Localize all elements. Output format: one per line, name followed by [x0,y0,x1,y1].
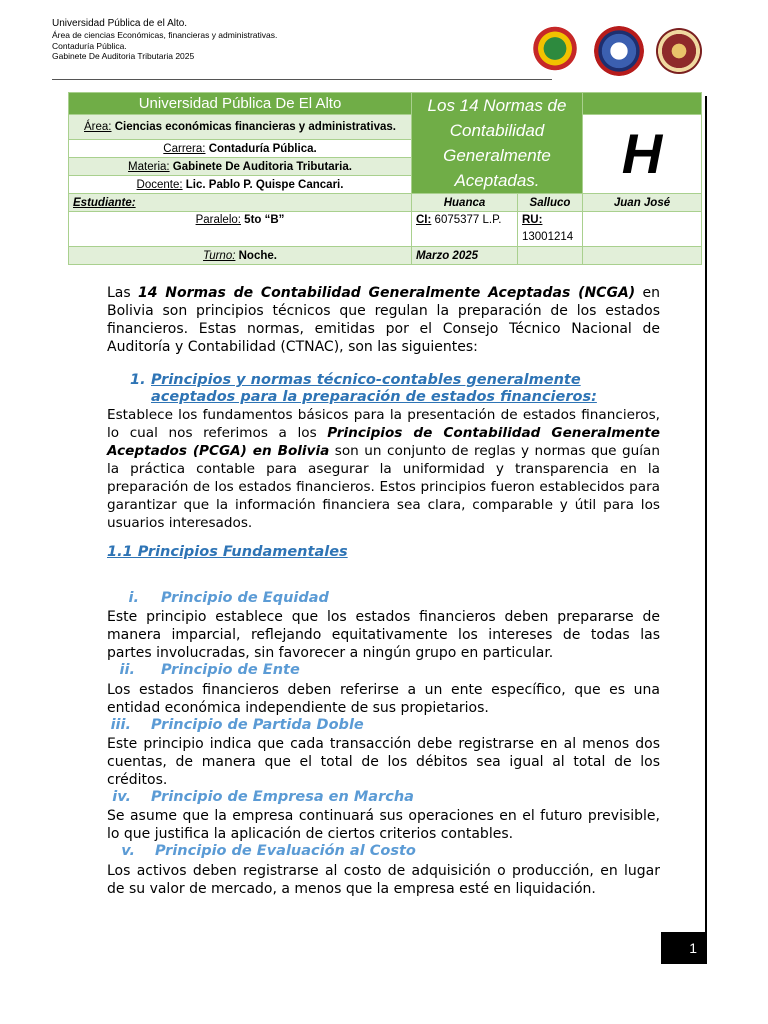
header-corner-cell [583,93,702,115]
university-cell: Universidad Pública De El Alto [69,93,412,115]
student-info-table [68,92,702,265]
header-line-area: Área de ciencias Económicas, financieras y administrativas. [52,30,278,40]
principle-1-text: Este principio establece que los estados financieros deben prepararse de manera imparcial, reflejando equitativamente los intereses de todas las partes involucradas, sin favorecer a ningún grupo en particular. [107,609,660,661]
ci-cell: CI: 6075377 L.P. [412,212,518,247]
principle-5-title: v. Principio de Evaluación al Costo [121,843,416,859]
bolivia-coat-of-arms-logo [530,26,580,76]
career-cell: Carrera: Contaduría Pública. [69,140,412,158]
date-cell: Marzo 2025 [412,247,518,265]
shift-cell: Turno: Noche. [69,247,412,265]
principle-4-text: Se asume que la empresa continuará sus operaciones en el futuro previsible, lo que justifica la aplicación de ciertos criterios contables. [107,808,660,842]
section-1-heading: 1. Principios y normas técnico-contables generalmente aceptados para la preparación de estados financieros: [130,372,597,405]
principle-1-title: i. Principio de Equidad [128,590,329,606]
teacher-cell: Docente: Lic. Pablo P. Quispe Cancari. [69,176,412,194]
subsection-heading: 1.1 Principios Fundamentales [107,544,348,560]
parallel-cell: Paralelo: 5to “B” [69,212,412,247]
principle-3-text: Este principio indica que cada transacción debe registrarse en al menos dos cuentas, de manera que el total de los débitos sea igual al total de los créditos. [107,736,660,788]
header-line-career: Contaduría Pública. [52,40,127,51]
principle-4-title: iv. Principio de Empresa en Marcha [112,789,414,805]
header-line-subject: Gabinete De Auditoria Tributaria 2025 [52,51,195,61]
header-line-university: Universidad Pública de el Alto. [52,18,188,29]
empty-cell-3 [583,247,702,265]
student-name-1: Huanca [412,194,518,212]
principle-2-title: ii. Principio de Ente [119,662,300,678]
student-label-cell: Estudiante: [69,194,412,212]
area-cell: Área: Ciencias económicas financieras y administrativas. [69,115,412,140]
empty-cell-2 [518,247,583,265]
principle-2-text: Los estados financieros deben referirse a un ente específico, que es una entidad económica independiente de sus propietarios. [107,682,660,716]
page-border-line [705,96,707,964]
ru-cell: RU: 13001214 [518,212,583,247]
empty-cell [583,212,702,247]
student-name-2: Salluco [518,194,583,212]
student-name-3: Juan José [583,194,702,212]
intro-paragraph: Las 14 Normas de Contabilidad Generalmente Aceptadas (NCGA) en Bolivia son principios técnicos que regulan la preparación de los estados financieros. Estas normas, emitidas por el Consejo Técnico Nacional de Auditoría y Contabilidad (CTNAC), son las siguientes: [107,285,661,355]
principle-5-text: Los activos deben registrarse al costo de adquisición o producción, en lugar de su valor de mercado, a menos que la empresa esté en liquidación. [107,863,660,897]
document-title: Los 14 Normas de Contabilidad Generalmente Aceptadas. [412,93,583,194]
page-number: 1 [661,932,707,964]
university-seal-logo [656,28,702,74]
section-1-paragraph: Establece los fundamentos básicos para la presentación de estados financieros, lo cual nos referimos a los Principios de Contabilidad Generalmente Aceptados (PCGA) en Bolivia son un conjunto de reglas y normas que guían la práctica contable para asegurar la uniformidad y transparencia en la preparación de los estados financieros. Estos principios fueron establecidos para garantizar que la información financiera sea clara, comparable y útil para los usuarios interesados. [107,407,661,531]
header-divider [52,79,552,80]
section-letter: H [583,115,702,194]
accounting-program-logo [594,26,644,76]
subject-cell: Materia: Gabinete De Auditoria Tributaria. [69,158,412,176]
document-header [52,18,277,62]
principle-3-title: iii. Principio de Partida Doble [110,717,364,733]
